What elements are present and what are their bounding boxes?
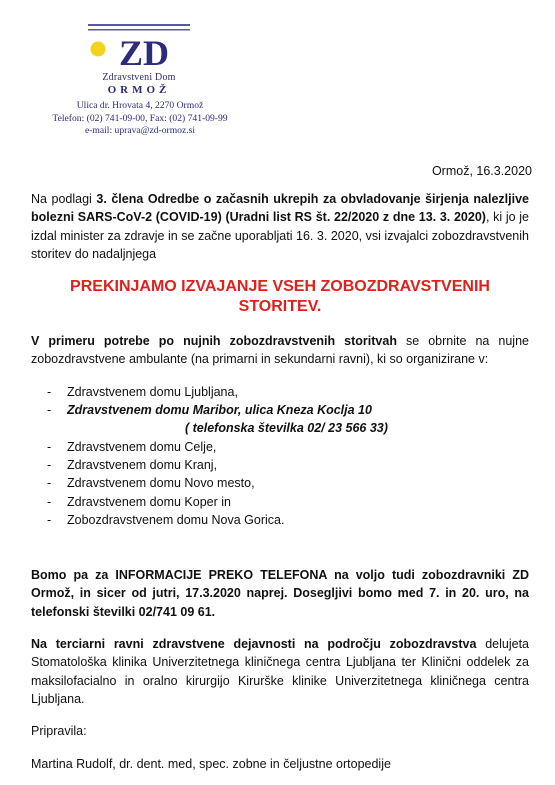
list-dash: - bbox=[47, 494, 52, 509]
phone-info-bold-2: INFORMACIJE PREKO TELEFONA bbox=[115, 568, 327, 583]
signature: Martina Rudolf, dr. dent. med, spec. zobne in čeljustne ortopedije bbox=[31, 756, 391, 771]
list-dash: - bbox=[47, 439, 52, 454]
list-item bbox=[31, 456, 529, 474]
list-item bbox=[31, 493, 529, 511]
address-phone: Telefon: (02) 741-09-00, Fax: (02) 741-09-99 bbox=[52, 112, 228, 124]
primer-text: se obrnite na nujne zobozdravstvene ambulante (na primarni in sekundarni ravni), ki so organizirane v: bbox=[31, 334, 529, 367]
primer-bold: V primeru potrebe po nujnih zobozdravstvenih storitvah bbox=[31, 334, 397, 349]
address-email: e-mail: uprava@zd-ormoz.si bbox=[84, 125, 196, 136]
list-item bbox=[31, 438, 529, 456]
logo-mark-text: ZD bbox=[118, 33, 170, 72]
list-dash: - bbox=[47, 457, 52, 472]
logo bbox=[84, 20, 194, 104]
maribor-phone: ( telefonska številka 02/ 23 566 33) bbox=[185, 421, 388, 436]
list-item-text: Zdravstvenem domu Koper in bbox=[67, 494, 231, 509]
prepared-label: Pripravila: bbox=[31, 724, 87, 739]
primer-paragraph bbox=[31, 332, 529, 369]
list-item bbox=[31, 383, 529, 401]
logo-yellow-dot bbox=[91, 42, 106, 57]
address-block bbox=[40, 100, 240, 138]
clinic-list bbox=[31, 383, 529, 529]
list-item-text: Zobozdravstvenem domu Nova Gorica. bbox=[67, 512, 285, 527]
phone-info-bold-3: na voljo tudi zobozdravniki ZD Ormož, in sicer od jutri, 17.3.2020 naprej. Dosegljivi bomo med 7. in 20. uro, na telefonski številki 02/741 09 61. bbox=[31, 568, 529, 619]
list-item bbox=[31, 474, 529, 492]
list-item-text: Zdravstvenem domu Celje, bbox=[67, 439, 217, 454]
phone-info-bold-1: Bomo pa za bbox=[31, 568, 116, 583]
logo-bar-top bbox=[88, 24, 190, 26]
list-dash: - bbox=[47, 512, 52, 527]
logo-line1: Zdravstveni Dom bbox=[102, 72, 176, 83]
intro-paragraph bbox=[31, 190, 529, 263]
intro-text-1: Na podlagi bbox=[31, 192, 97, 206]
list-item-text: Zdravstvenem domu Ljubljana, bbox=[67, 384, 238, 399]
phone-info-paragraph bbox=[31, 566, 529, 621]
document-date: Ormož, 16.3.2020 bbox=[431, 164, 532, 178]
tertiary-text: delujeta Stomatološka klinika Univerzitetnega kliničnega centra Ljubljana ter Klinični oddelek za maksilofacialno in oralno kirurgijo Kirurške klinike Univerzitetnega kliničnega centra Ljubljana. bbox=[31, 637, 529, 706]
tertiary-paragraph bbox=[31, 635, 529, 708]
address-street: Ulica dr. Hrovata 4, 2270 Ormož bbox=[76, 100, 204, 111]
intro-text-2: , ki jo je izdal minister za zdravje in se začne uporabljati 16. 3. 2020, vsi izvajalci zobozdravstvenih storitev do nadaljnjega bbox=[31, 210, 529, 261]
list-item bbox=[31, 401, 529, 419]
zd-logo-mark bbox=[84, 20, 194, 72]
logo-wordmark bbox=[84, 72, 194, 96]
list-item bbox=[31, 511, 529, 529]
list-item-text: Zdravstvenem domu Novo mesto, bbox=[67, 476, 255, 491]
logo-bar-bottom bbox=[88, 29, 190, 31]
list-item-text: Zdravstvenem domu Kranj, bbox=[67, 457, 218, 472]
list-item-text: Zdravstvenem domu Maribor, ulica Kneza Koclja 10 bbox=[67, 403, 372, 418]
tertiary-bold: Na terciarni ravni zdravstvene dejavnosti na področju zobozdravstva bbox=[31, 637, 477, 652]
intro-legal-reference: 3. člena Odredbe o začasnih ukrepih za obvladovanje širjenja nalezljive bolezni SARS-CoV-2 (COVID-19) (Uradni list RS št. 22/2020 z dne 13. 3. 2020) bbox=[31, 192, 529, 225]
list-dash: - bbox=[47, 476, 52, 491]
list-dash: - bbox=[47, 403, 52, 418]
list-dash: - bbox=[47, 384, 52, 399]
logo-line2: ORMOŽ bbox=[107, 84, 171, 96]
notice-heading: PREKINJAMO IZVAJANJE VSEH ZOBOZDRAVSTVENIH STORITEV. bbox=[70, 278, 490, 316]
list-item-phone bbox=[31, 419, 529, 437]
document-body bbox=[31, 190, 529, 773]
